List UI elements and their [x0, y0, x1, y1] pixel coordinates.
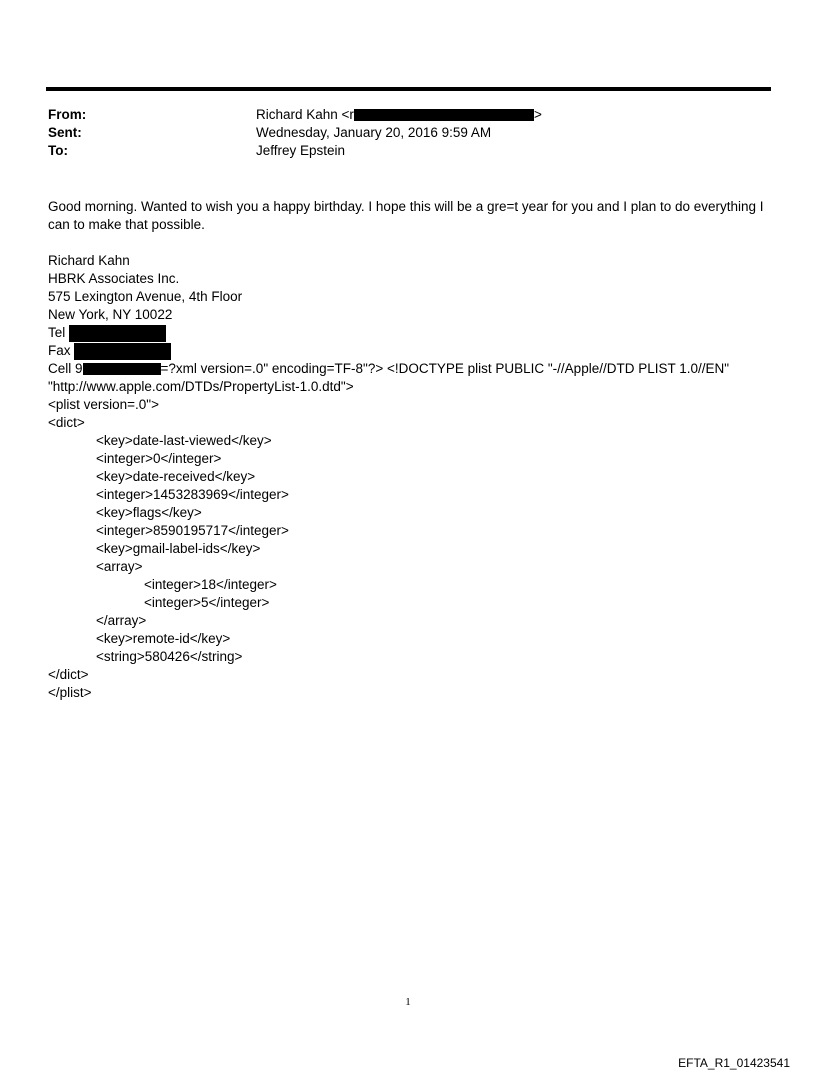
to-value: Jeffrey Epstein	[256, 143, 346, 158]
plist-line: <key>date-received</key>	[96, 469, 256, 484]
tel-label: Tel	[48, 325, 66, 340]
sent-label: Sent:	[48, 125, 82, 140]
from-label: From:	[48, 107, 87, 122]
signature-address-line2: New York, NY 10022	[48, 307, 173, 322]
redaction-bar	[354, 109, 534, 121]
redaction-bar	[69, 325, 166, 342]
cell-label: Cell 9	[48, 361, 83, 376]
plist-line: <key>remote-id</key>	[96, 631, 231, 646]
plist-line: </dict>	[48, 667, 89, 682]
redaction-bar	[74, 343, 171, 360]
email-body	[48, 198, 778, 702]
plist-line: </plist>	[48, 685, 92, 700]
cell-suffix: =?xml version=.0" encoding=TF-8"?> <!DOCTYPE plist PUBLIC "-//Apple//DTD PLIST 1.0//EN"	[160, 361, 730, 376]
plist-line: <integer>8590195717</integer>	[96, 523, 289, 538]
fax-label: Fax	[48, 343, 71, 358]
to-label: To:	[48, 143, 68, 158]
signature-company: HBRK Associates Inc.	[48, 271, 180, 286]
plist-line: <integer>1453283969</integer>	[96, 487, 289, 502]
signature-tel	[48, 324, 778, 342]
email-header	[48, 106, 748, 160]
plist-line: <string>580426</string>	[96, 649, 243, 664]
sent-row	[48, 124, 748, 142]
plist-line: <dict>	[48, 415, 85, 430]
plist-line: <array>	[96, 559, 143, 574]
from-value	[256, 106, 542, 124]
header-rule	[46, 87, 771, 91]
plist-line: </array>	[96, 613, 147, 628]
sent-value: Wednesday, January 20, 2016 9:59 AM	[256, 125, 492, 140]
signature-cell	[48, 360, 778, 378]
plist-line: <key>flags</key>	[96, 505, 202, 520]
document-id: EFTA_R1_01423541	[678, 1056, 790, 1070]
plist-line: "http://www.apple.com/DTDs/PropertyList-1.0.dtd">	[48, 379, 354, 394]
signature-fax	[48, 342, 778, 360]
page-number: 1	[405, 996, 411, 1008]
plist-line: <key>gmail-label-ids</key>	[96, 541, 261, 556]
from-name-prefix: Richard Kahn <r	[256, 107, 354, 122]
signature-address-line1: 575 Lexington Avenue, 4th Floor	[48, 289, 243, 304]
from-row	[48, 106, 748, 124]
to-row	[48, 142, 748, 160]
plist-line: <key>date-last-viewed</key>	[96, 433, 272, 448]
plist-line: <plist version=.0">	[48, 397, 159, 412]
signature-name: Richard Kahn	[48, 253, 130, 268]
plist-line: <integer>5</integer>	[144, 595, 270, 610]
plist-line: <integer>0</integer>	[96, 451, 222, 466]
plist-line: <integer>18</integer>	[144, 577, 277, 592]
greeting-paragraph: Good morning. Wanted to wish you a happy birthday. I hope this will be a gre=t year for you and I plan to do everything I can to make that possible.	[48, 199, 764, 232]
from-name-suffix: >	[533, 107, 542, 122]
redaction-bar	[83, 363, 161, 375]
